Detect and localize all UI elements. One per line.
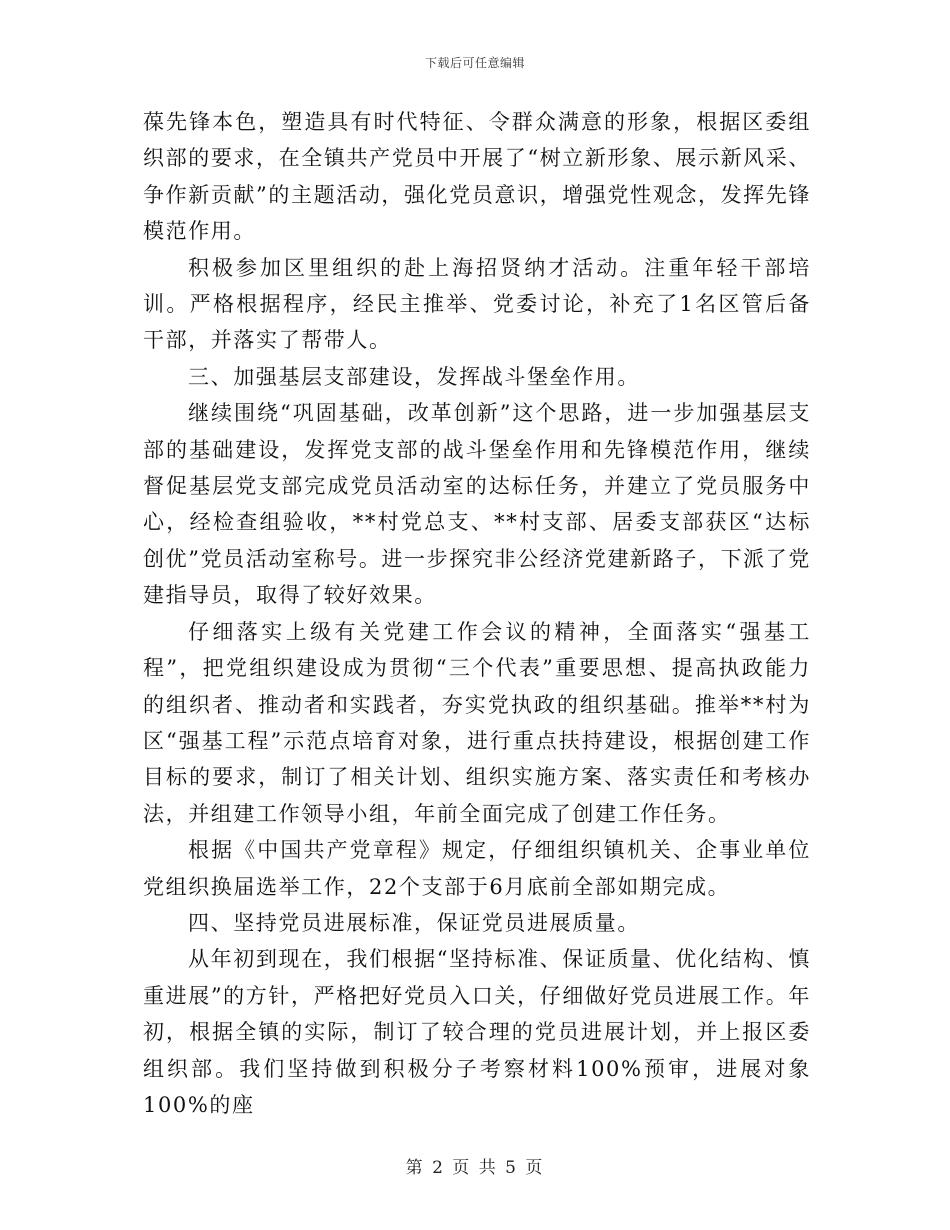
- section-heading-4: 四、坚持党员进展标准，保证党员进展质量。: [188, 910, 640, 935]
- section-heading-3: 三、加强基层支部建设，发挥战斗堡垒作用。: [188, 364, 640, 389]
- document-body: [143, 104, 811, 1123]
- page-number: 第 2 页 共 5 页: [405, 1158, 545, 1178]
- paragraph-election: 根据《中国共产党章程》规定，仔细组织镇机关、企事业单位党组织换届选举工作，22个支部于6月底前全部如期完成。: [143, 838, 811, 899]
- paragraph-strong-base-project: 仔细落实上级有关党建工作会议的精神，全面落实“强基工程”，把党组织建设成为贯彻“三个代表”重要思想、提高执政能力的组织者、推动者和实践者，夯实党执政的组织基础。推举**村为区“强基工程”示范点培育对象，进行重点扶持建设，根据创建工作目标的要求，制订了相关计划、组织实施方案、落实责任和考核办法，并组建工作领导小组，年前全面完成了创建工作任务。: [143, 619, 811, 826]
- paragraph-continuation: 葆先锋本色，塑造具有时代特征、令群众满意的形象，根据区委组织部的要求，在全镇共产党员中开展了“树立新形象、展示新风采、争作新贡献”的主题活动，强化党员意识，增强党性观念，发挥先锋模范作用。: [143, 110, 811, 244]
- page-header: 下载后可任意编辑: [424, 56, 525, 70]
- paragraph-branch-building: 继续围绕“巩固基础，改革创新”这个思路，进一步加强基层支部的基础建设，发挥党支部的战斗堡垒作用和先锋模范作用，继续督促基层党支部完成党员活动室的达标任务，并建立了党员服务中心，经检查组验收，**村党总支、**村支部、居委支部获区“达标创优”党员活动室称号。进一步探究非公经济党建新路子，下派了党建指导员，取得了较好效果。: [143, 401, 811, 608]
- paragraph-member-development: 从年初到现在，我们根据“坚持标准、保证质量、优化结构、慎重进展”的方针，严格把好党员入口关，仔细做好党员进展工作。年初，根据全镇的实际，制订了较合理的党员进展计划，并上报区委组织部。我们坚持做到积极分子考察材料100%预审，进展对象100%的座: [143, 947, 811, 1117]
- paragraph-recruitment: 积极参加区里组织的赴上海招贤纳才活动。注重年轻干部培训。严格根据程序，经民主推举、党委讨论，补充了1名区管后备干部，并落实了帮带人。: [143, 255, 811, 353]
